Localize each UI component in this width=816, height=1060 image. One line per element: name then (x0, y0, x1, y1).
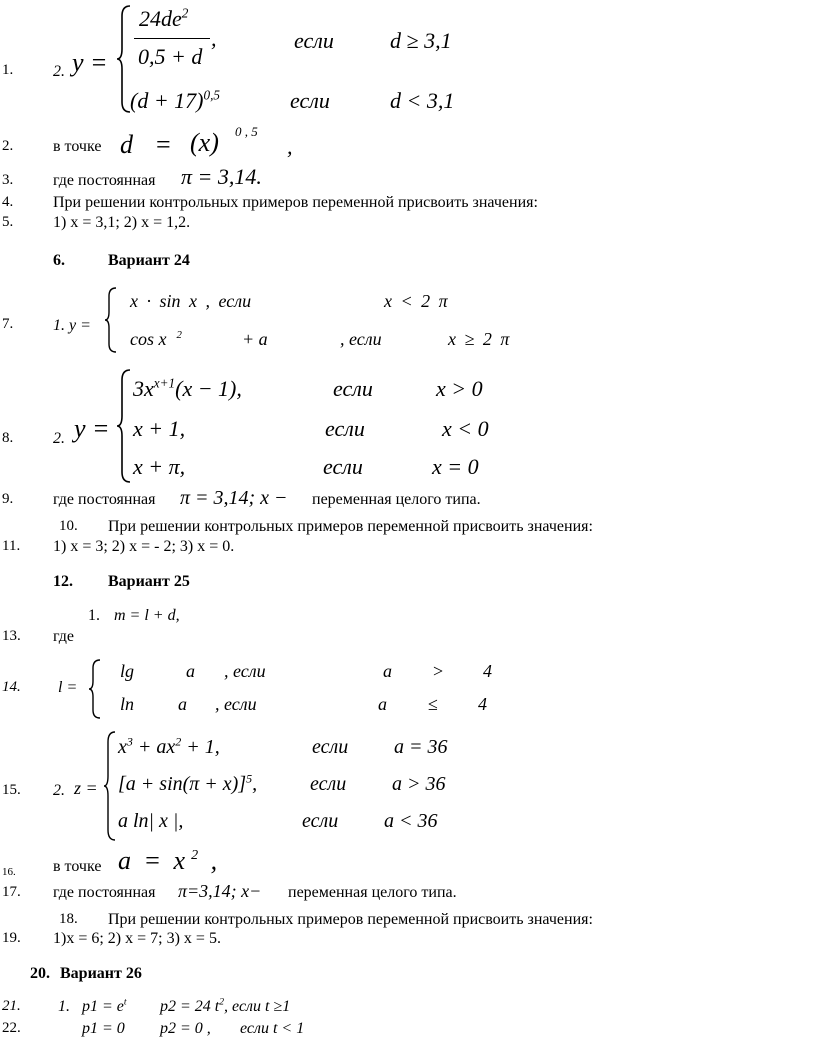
formula-row-1: $x^3 + ax^2 + 1$, (118, 734, 220, 758)
line-number: 10. (59, 518, 78, 534)
text: где постоянная (53, 491, 156, 508)
condition-word: если (310, 773, 347, 795)
condition-word: если (325, 416, 365, 441)
line-number: 6. (53, 252, 65, 269)
text: 1) x = 3,1; 2) x = 1,2. (53, 214, 191, 231)
formula-lhs: y = (74, 414, 110, 443)
line-number: 22. (2, 1020, 21, 1036)
formula: π=3,14; x− (178, 881, 262, 901)
text: переменная целого типа. (312, 491, 481, 508)
condition: a < 36 (384, 810, 438, 832)
formula-row-1: x · sin x , если (130, 291, 252, 311)
text: где постоянная (53, 884, 156, 901)
condition: x < 2 π (384, 291, 448, 311)
condition: 4 (483, 661, 492, 681)
condition: ≤ (428, 694, 438, 714)
left-brace-icon (103, 730, 117, 842)
formula: p1 = 0 (82, 1020, 125, 1037)
formula: ln (120, 694, 135, 714)
line-number: 19. (2, 930, 21, 946)
condition-word: , если (224, 661, 266, 681)
formula-lhs: l = (58, 679, 78, 696)
formula-row-1: $3x^{x+1}(x - 1)$, (133, 375, 242, 401)
condition-word: , если (340, 329, 382, 349)
formula: π = 3,14. (181, 164, 262, 189)
condition: x > 0 (436, 376, 483, 401)
text: где (53, 628, 75, 645)
formula: $p1 = e^t$ (82, 996, 127, 1015)
formula: m = l + d, (114, 607, 180, 624)
section-heading: Вариант 24 (108, 252, 190, 269)
line-number: 9. (2, 491, 14, 507)
fraction-comma: , (211, 26, 217, 51)
text: в точке (53, 138, 102, 155)
line-number: 1. (2, 62, 14, 78)
condition-word: если (333, 376, 373, 401)
formula-lhs: y = (72, 48, 108, 77)
formula-row-2: $(d + 17)^{0,5}$ (130, 87, 220, 113)
item-number: 1. (88, 607, 100, 624)
line-number: 18. (59, 911, 78, 927)
formula-row-3: x + π, (133, 454, 186, 479)
line-number: 5. (2, 214, 14, 230)
formula: + a (242, 329, 268, 349)
left-brace-icon (88, 658, 102, 720)
line-number: 3. (2, 172, 14, 188)
line-number: 20. (30, 965, 50, 982)
formula: (x) (190, 128, 219, 157)
line-number: 16. (2, 866, 16, 878)
fraction-denominator: 0,5 + d (138, 44, 203, 69)
formula: p2 = 0 , (160, 1020, 211, 1037)
formula-lhs: z = (74, 778, 98, 798)
condition: x ≥ 2 π (448, 329, 510, 349)
formula-lhs: 1. y = (53, 317, 91, 334)
line-number: 4. (2, 194, 14, 210)
line-number: 17. (2, 884, 21, 900)
condition: a (378, 694, 387, 714)
text: 1)x = 6; 2) x = 7; 3) x = 5. (53, 930, 221, 947)
formula-row-2: cos x $^2$ (130, 329, 182, 349)
text: При решении контрольных примеров переменной присвоить значения: (108, 518, 593, 535)
line-number: 8. (2, 430, 14, 446)
text: При решении контрольных примеров переменной присвоить значения: (108, 911, 593, 928)
formula: a = x $^2$ , (118, 846, 218, 875)
line-number: 21. (2, 998, 21, 1014)
item-number: 1. (58, 998, 70, 1015)
formula: если t < 1 (240, 1020, 305, 1037)
condition: x < 0 (442, 416, 489, 441)
condition: a > 36 (392, 773, 446, 795)
condition-word: если (302, 810, 339, 832)
fraction-bar (134, 38, 210, 39)
condition-word: если (294, 28, 334, 53)
fraction-numerator: $24de^2$ (139, 5, 189, 31)
item-number: 2. (53, 782, 65, 799)
formula: , (287, 134, 293, 159)
condition: > (433, 661, 444, 681)
formula-row-2: x + 1, (133, 416, 186, 441)
condition-word: если (312, 736, 349, 758)
formula: lg (120, 661, 135, 681)
formula: d (120, 130, 133, 159)
condition: d ≥ 3,1 (390, 28, 452, 53)
line-number: 14. (2, 679, 21, 695)
condition: d < 3,1 (390, 88, 455, 113)
section-heading: Вариант 26 (60, 965, 142, 982)
text: При решении контрольных примеров переменной присвоить значения: (53, 194, 538, 211)
exponent: 0 , 5 (235, 124, 258, 139)
condition: a (383, 661, 392, 681)
line-number: 13. (2, 628, 21, 644)
line-number: 11. (2, 538, 21, 554)
formula: = (156, 130, 171, 159)
line-number: 15. (2, 782, 21, 798)
item-number: 2. (53, 430, 65, 447)
section-heading: Вариант 25 (108, 573, 190, 590)
formula: π = 3,14; x − (180, 487, 288, 509)
formula: a (186, 661, 195, 681)
line-number: 12. (53, 573, 73, 590)
condition: a = 36 (394, 736, 448, 758)
line-number: 7. (2, 316, 14, 332)
formula: p2 = 24 $t^2$, если t ≥1 (160, 996, 291, 1015)
text: в точке (53, 858, 102, 875)
left-brace-icon (116, 368, 132, 484)
text: переменная целого типа. (288, 884, 457, 901)
formula-row-3: a ln| x |, (118, 810, 184, 832)
formula: a (178, 694, 187, 714)
condition: 4 (478, 694, 487, 714)
condition-word: , если (215, 694, 257, 714)
condition: x = 0 (432, 454, 479, 479)
item-number: 2. (53, 63, 65, 80)
condition-word: если (323, 454, 363, 479)
formula-row-2: $[a + \sin(\pi + x)]^5$, (118, 771, 258, 795)
left-brace-icon (104, 286, 118, 354)
text: где постоянная (53, 172, 156, 189)
line-number: 2. (2, 138, 14, 154)
text: 1) x = 3; 2) x = - 2; 3) x = 0. (53, 538, 235, 555)
condition-word: если (290, 88, 330, 113)
